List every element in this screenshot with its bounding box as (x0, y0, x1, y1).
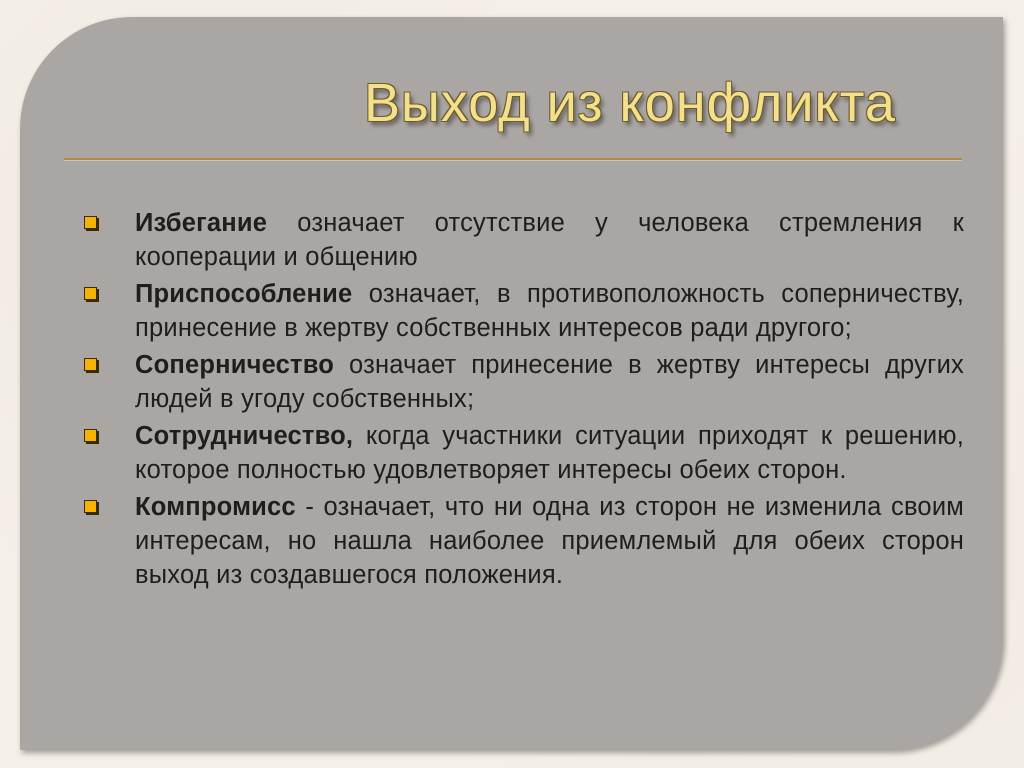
term-label: Приспособление (135, 280, 353, 308)
list-item-collaboration (80, 419, 964, 487)
term-description: означает принесение в жертву интересы других людей в угоду собственных; (135, 351, 964, 413)
term-label: Избегание (135, 209, 268, 237)
square-bullet-icon (84, 429, 97, 442)
term-description: означает отсутствие у человека стремления к кооперации и общению (135, 209, 964, 271)
bullet-list (80, 206, 964, 595)
list-item-accommodation (80, 277, 964, 345)
list-item-compromise (80, 490, 964, 592)
square-bullet-icon (84, 500, 97, 513)
title-divider (64, 158, 962, 160)
term-description: означает, в противоположность соперничеству, принесение в жертву собственных интересов ради другого; (135, 280, 964, 342)
square-bullet-icon (84, 358, 97, 371)
term-label: Соперничество (135, 351, 335, 379)
term-label: Сотрудничество, (135, 422, 354, 450)
term-description: когда участники ситуации приходят к решению, которое полностью удовлетворяет интересы обеих сторон. (135, 422, 964, 484)
square-bullet-icon (84, 287, 97, 300)
list-item-avoidance (80, 206, 964, 274)
slide-title: Выход из конфликта (364, 73, 896, 133)
square-bullet-icon (84, 216, 97, 229)
term-label: Компромисс (135, 493, 296, 521)
term-description: - означает, что ни одна из сторон не изменила своим интересам, но нашла наиболее приемлемый для обеих сторон выход из создавшегося положения. (135, 493, 964, 589)
list-item-competition (80, 348, 964, 416)
